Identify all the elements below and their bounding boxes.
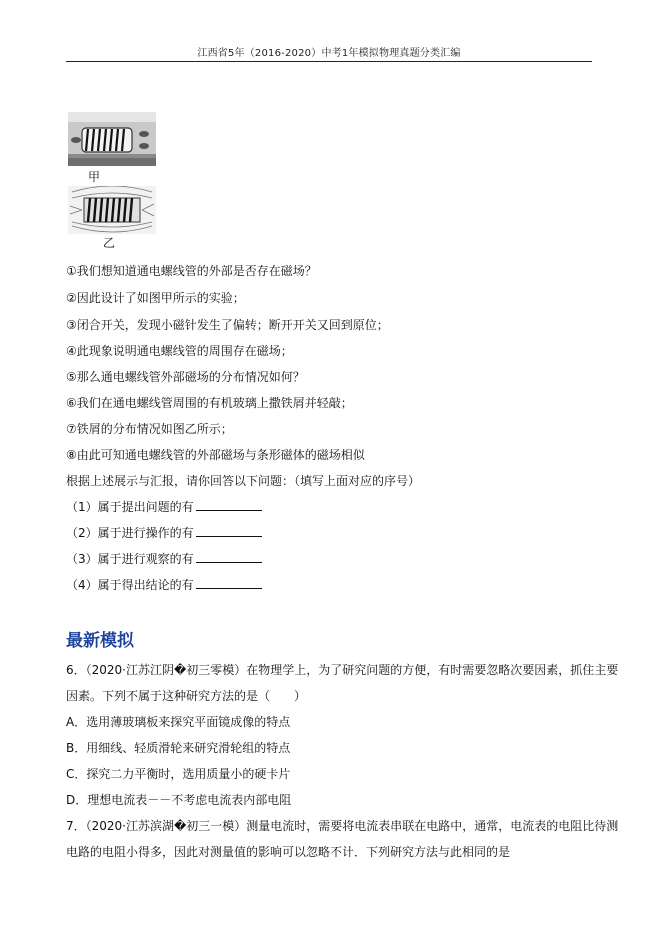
section-title: 最新模拟	[66, 631, 134, 651]
step-7: ⑦铁屑的分布情况如图乙所示；	[66, 422, 233, 436]
step-3: ③闭合开关，发现小磁针发生了偏转；断开开关又回到原位；	[66, 318, 389, 332]
step-6: ⑥我们在通电螺线管周围的有机玻璃上撒铁屑并轻敲；	[66, 396, 353, 410]
q6-stem-line2: 因素。下列不属于这种研究方法的是（ ）	[66, 689, 307, 703]
answer-blank-3[interactable]	[196, 551, 262, 563]
iron-filings-figure	[68, 186, 156, 234]
page-header: 江西省5年（2016-2020）中考1年模拟物理真题分类汇编	[197, 48, 461, 59]
q6-option-a: A．选用薄玻璃板来探究平面镜成像的特点	[66, 715, 291, 729]
q6-option-c: C．探究二力平衡时，选用质量小的硬卡片	[66, 767, 291, 781]
step-1: ①我们想知道通电螺线管的外部是否存在磁场？	[66, 264, 317, 278]
answer-blank-2[interactable]	[196, 525, 262, 537]
question-1: （1）属于提出问题的有	[66, 498, 262, 515]
q6-stem-line1: 6．（2020·江苏江阴�初三零模）在物理学上，为了研究问题的方便，有时需要忽略次要因素，抓住主要	[66, 663, 619, 677]
q7-stem-line1: 7．（2020·江苏滨湖�初三一模）测量电流时，需要将电流表串联在电路中，通常，电流表的电阻比待测	[66, 819, 619, 833]
step-5: ⑤那么通电螺线管外部磁场的分布情况如何？	[66, 370, 305, 384]
question-3: （3）属于进行观察的有	[66, 550, 262, 567]
instruction-text: 根据上述展示与汇报，请你回答以下问题：（填写上面对应的序号）	[66, 474, 421, 488]
figure-label-a: 甲	[88, 170, 101, 184]
header-divider	[66, 61, 592, 62]
q6-option-b: B．用细线、轻质滑轮来研究滑轮组的特点	[66, 741, 291, 755]
answer-blank-1[interactable]	[196, 499, 262, 511]
step-4: ④此现象说明通电螺线管的周围存在磁场；	[66, 344, 293, 358]
step-2: ②因此设计了如图甲所示的实验；	[66, 291, 245, 305]
solenoid-compass-figure	[68, 112, 156, 166]
q6-option-d: D．理想电流表－－不考虑电流表内部电阻	[66, 793, 292, 807]
step-8: ⑧由此可知通电螺线管的外部磁场与条形磁体的磁场相似	[66, 448, 365, 462]
question-2: （2）属于进行操作的有	[66, 524, 262, 541]
answer-blank-4[interactable]	[196, 577, 262, 589]
q7-stem-line2: 电路的电阻小得多，因此对测量值的影响可以忽略不计．下列研究方法与此相同的是	[66, 845, 511, 859]
question-4: （4）属于得出结论的有	[66, 576, 262, 593]
figure-label-b: 乙	[103, 236, 116, 250]
